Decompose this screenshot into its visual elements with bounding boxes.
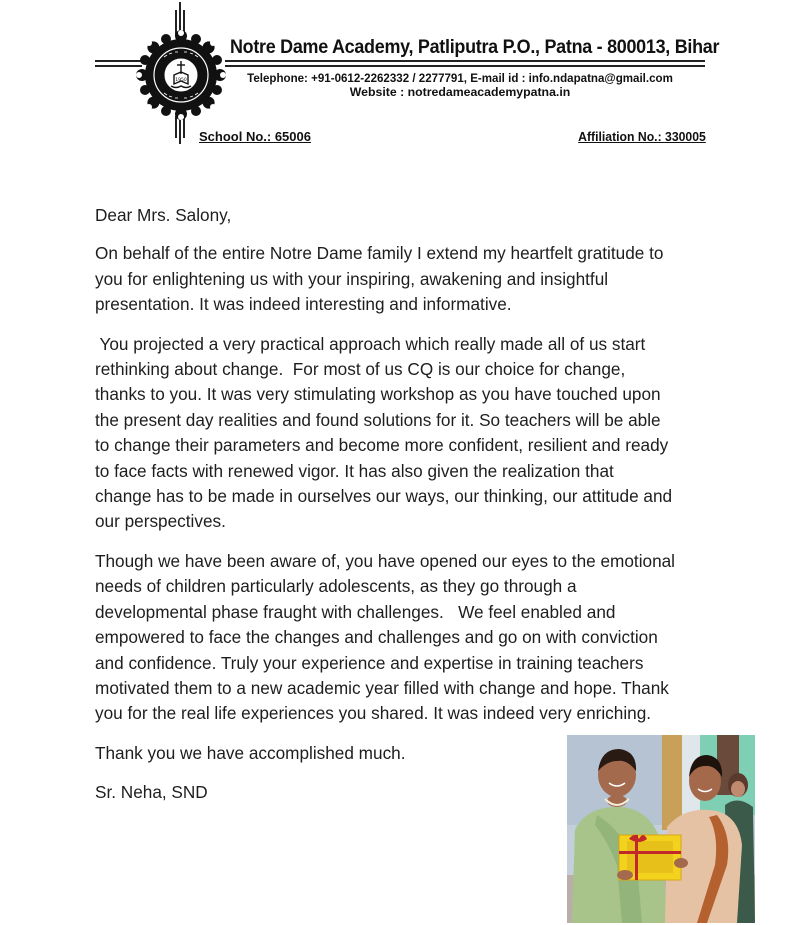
text-line: you for the real life experiences you shared. It was indeed very enriching. xyxy=(95,703,652,724)
header-rule-top-right xyxy=(225,60,705,62)
school-number: School No.: 65006 xyxy=(199,129,311,144)
text-line: our perspectives. xyxy=(95,511,226,532)
text-line: and confidence. Truly your experience and expertise in training teachers xyxy=(95,652,644,673)
text-line: thanks to you. It was very stimulating workshop as you have touched upon xyxy=(95,384,661,405)
text-line: On behalf of the entire Notre Dame family I extend my heartfelt gratitude to xyxy=(95,243,664,264)
letter-body xyxy=(95,203,725,820)
photo-scene xyxy=(567,735,755,923)
text-line: You projected a very practical approach which really made all of us start xyxy=(95,333,646,354)
website-line: Website : notredameacademypatna.in xyxy=(349,85,571,99)
header-rule-bottom xyxy=(95,65,142,67)
text-line: developmental phase fraught with challenges. We feel enabled and xyxy=(95,601,616,622)
text-line: you for enlightening us with your inspiring, awakening and insightful xyxy=(95,268,609,289)
text-line: to face facts with renewed vigor. It has also given the realization that xyxy=(95,460,614,481)
header-rule-top xyxy=(95,60,142,62)
text-line: empowered to face the changes and challenges and go on with conviction xyxy=(95,627,658,648)
signature: Sr. Neha, SND xyxy=(95,782,208,803)
text-line: change has to be made in ourselves our ways, our thinking, our attitude and xyxy=(95,486,673,507)
crest-rule-down-2 xyxy=(179,116,181,144)
affiliation-number: Affiliation No.: 330005 xyxy=(578,129,706,144)
text-line: the present day realities and found solutions for it. So teachers will be able xyxy=(95,409,661,430)
school-name: Notre Dame Academy, Patliputra P.O., Patna - 800013, Bihar xyxy=(230,36,720,58)
contact-block xyxy=(230,71,690,99)
text-line: motivated them to a new academic year filled with change and hope. Thank xyxy=(95,677,669,698)
text-line: to change their parameters and become more confident, resilient and ready xyxy=(95,435,669,456)
paragraph-1 xyxy=(95,241,725,317)
paragraph-3 xyxy=(95,549,725,727)
school-crest-icon xyxy=(136,30,226,120)
text-line: needs of children particularly adolescents, as they go through a xyxy=(95,576,577,597)
text-line: presentation. It was indeed interesting and informative. xyxy=(95,294,512,315)
header-rule-bottom-right xyxy=(225,65,705,67)
crest-year: 1950 xyxy=(175,78,187,83)
event-photo xyxy=(567,735,755,923)
contact-line: Telephone: +91-0612-2262332 / 2277791, E-mail id : info.ndapatna@gmail.com xyxy=(247,71,673,85)
salutation: Dear Mrs. Salony, xyxy=(95,205,232,225)
closing: Thank you we have accomplished much. xyxy=(95,742,406,763)
text-line: rethinking about change. For most of us CQ is our choice for change, xyxy=(95,359,626,380)
letterhead xyxy=(0,0,800,160)
text-line: Though we have been aware of, you have opened our eyes to the emotional xyxy=(95,550,676,571)
paragraph-2 xyxy=(95,332,725,535)
